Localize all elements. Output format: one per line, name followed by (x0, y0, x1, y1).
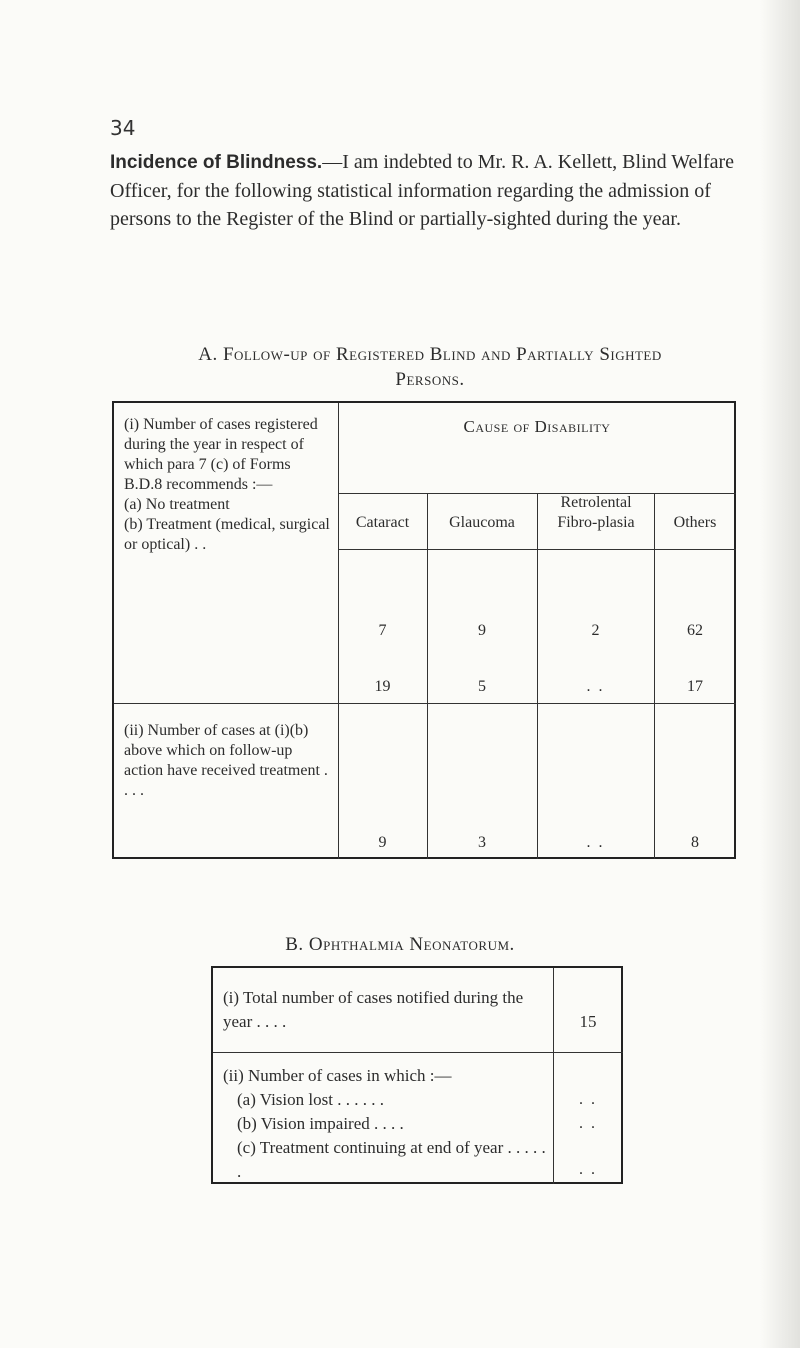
row-divider (114, 703, 736, 704)
col-divider (427, 493, 428, 859)
col-divider (537, 493, 538, 859)
row-divider (338, 493, 736, 494)
intro-heading: Incidence of Blindness. (110, 152, 323, 173)
page-number: 34 (110, 116, 136, 140)
section-a-title-line2: Persons. (395, 369, 465, 390)
row1a-retrolental: 2 (591, 622, 600, 639)
row2-glaucoma: 3 (478, 834, 486, 851)
row1a-glaucoma: 9 (478, 622, 486, 639)
intro-paragraph (110, 148, 745, 233)
col-header-cataract: Cataract (355, 514, 410, 531)
section-b-title: B. Ophthalmia Neonatorum. (285, 934, 515, 955)
b-row2-label: (ii) Number of cases in which :— (223, 1066, 452, 1085)
b-row2-item-b: (b) Vision impaired . . . . (237, 1114, 404, 1133)
row2-retrolental: . . (586, 834, 605, 851)
row-divider (213, 1052, 623, 1053)
section-a-title (110, 342, 750, 392)
b-row1-label: (i) Total number of cases notified during the year . . . . (223, 988, 524, 1031)
follow-up-table (112, 401, 736, 859)
b-row2-value-c: . . (579, 1161, 597, 1178)
cause-of-disability-header: Cause of Disability (463, 417, 611, 436)
row-divider (338, 549, 736, 550)
row1b-glaucoma: 5 (478, 678, 486, 695)
b-row2-item-a: (a) Vision lost . . . . . . (237, 1090, 384, 1109)
page-edge-shadow (760, 0, 800, 1348)
b-row1-value: 15 (579, 1012, 597, 1031)
col-divider (654, 493, 655, 859)
col-header-retrolental: Retrolental Fibro-plasia (557, 494, 635, 531)
row2-others: 8 (691, 834, 699, 851)
row1-label-text: (i) Number of cases registered during the year in respect of which para 7 (c) of Forms B.D.8 recommends :— (124, 416, 318, 493)
col-header-glaucoma: Glaucoma (449, 514, 515, 531)
row1b-retrolental: . . (586, 678, 605, 695)
row2-cataract: 9 (378, 834, 387, 851)
b-row2-item-c: (c) Treatment continuing at end of year . . . . . . (237, 1138, 546, 1181)
ophthalmia-table (211, 966, 623, 1184)
row1-sub-b: (b) Treatment (medical, surgical or optical) . . (124, 516, 330, 553)
col-divider (553, 968, 554, 1184)
row2-label: (ii) Number of cases at (i)(b) above which on follow-up action have received treatment . . . . (124, 722, 328, 799)
row1a-cataract: 7 (378, 622, 387, 639)
row1a-others: 62 (687, 622, 703, 639)
b-row2-value-a: . . (579, 1091, 597, 1108)
b-row2-value-b: . . (579, 1115, 597, 1132)
row1b-others: 17 (687, 678, 703, 695)
row1-label (124, 415, 330, 555)
col-header-others: Others (673, 514, 717, 531)
row1b-cataract: 19 (374, 678, 391, 695)
intro-body: —I am indebted to Mr. R. A. Kellett, Blind Welfare Officer, for the following statistical information regarding the admission of persons to the Register of the Blind or partially-sighted during the year. (110, 151, 735, 230)
row1-sub-a: (a) No treatment (124, 496, 230, 513)
section-a-title-line1: A. Follow-up of Registered Blind and Partially Sighted (198, 344, 662, 365)
